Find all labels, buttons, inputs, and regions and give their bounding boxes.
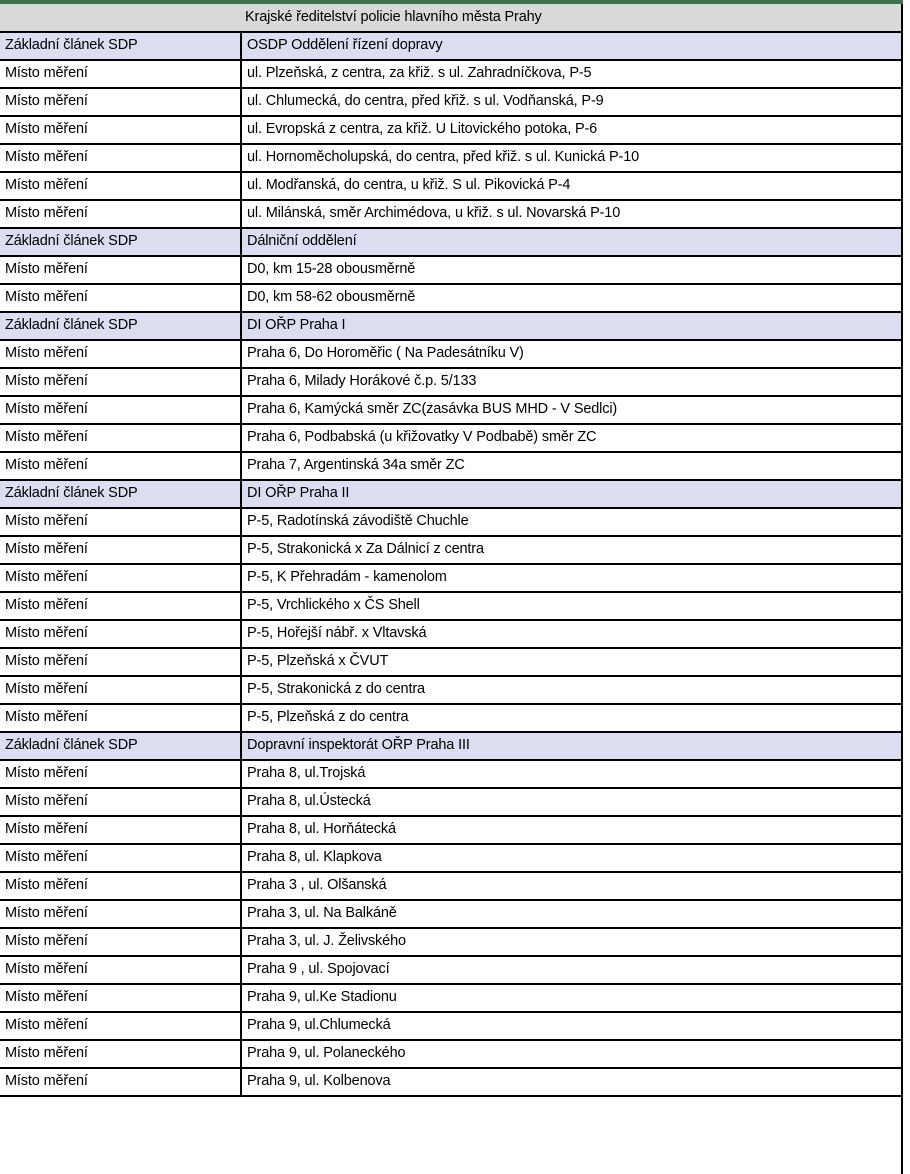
row-value: Praha 9, ul.Chlumecká — [241, 1012, 903, 1040]
row-value: ul. Plzeňská, z centra, za křiž. s ul. Zahradníčkova, P-5 — [241, 60, 903, 88]
row-label: Místo měření — [0, 704, 241, 732]
table-row — [0, 788, 903, 816]
row-value: Praha 9, ul.Ke Stadionu — [241, 984, 903, 1012]
table-row — [0, 172, 903, 200]
row-label: Místo měření — [0, 144, 241, 172]
section-row-label: Základní článek SDP — [0, 228, 241, 256]
row-value: ul. Evropská z centra, za křiž. U Litovického potoka, P-6 — [241, 116, 903, 144]
row-value: P-5, Strakonická x Za Dálnicí z centra — [241, 536, 903, 564]
table-row — [0, 60, 903, 88]
row-value: Praha 8, ul. Klapkova — [241, 844, 903, 872]
section-row-value: OSDP Oddělení řízení dopravy — [241, 32, 903, 60]
table-row — [0, 900, 903, 928]
row-label: Místo měření — [0, 984, 241, 1012]
row-value: Praha 9 , ul. Spojovací — [241, 956, 903, 984]
row-value: Praha 8, ul. Horňátecká — [241, 816, 903, 844]
row-label: Místo měření — [0, 788, 241, 816]
row-label: Místo měření — [0, 452, 241, 480]
row-label: Místo měření — [0, 424, 241, 452]
row-value: Praha 6, Do Horoměřic ( Na Padesátníku V) — [241, 340, 903, 368]
row-label: Místo měření — [0, 956, 241, 984]
table-row — [0, 984, 903, 1012]
row-label: Místo měření — [0, 872, 241, 900]
row-label: Místo měření — [0, 284, 241, 312]
section-row-value: Dopravní inspektorát OŘP Praha III — [241, 732, 903, 760]
table-row — [0, 284, 903, 312]
row-label: Místo měření — [0, 564, 241, 592]
row-label: Místo měření — [0, 1068, 241, 1096]
row-value: ul. Chlumecká, do centra, před křiž. s ul. Vodňanská, P-9 — [241, 88, 903, 116]
table-row — [0, 452, 903, 480]
row-value: Praha 6, Podbabská (u křižovatky V Podbabě) směr ZC — [241, 424, 903, 452]
section-row-value: DI OŘP Praha II — [241, 480, 903, 508]
row-value: Praha 6, Kamýcká směr ZC(zasávka BUS MHD - V Sedlci) — [241, 396, 903, 424]
table-row — [0, 536, 903, 564]
table-row — [0, 760, 903, 788]
table-row — [0, 844, 903, 872]
section-row-label: Základní článek SDP — [0, 312, 241, 340]
row-value: Praha 6, Milady Horákové č.p. 5/133 — [241, 368, 903, 396]
row-label: Místo měření — [0, 60, 241, 88]
row-value: P-5, K Přehradám - kamenolom — [241, 564, 903, 592]
table-row — [0, 872, 903, 900]
row-label: Místo měření — [0, 172, 241, 200]
row-value: Praha 8, ul.Trojská — [241, 760, 903, 788]
row-value: D0, km 15-28 obousměrně — [241, 256, 903, 284]
table-row — [0, 424, 903, 452]
section-header-row — [0, 312, 903, 340]
table-row — [0, 1040, 903, 1068]
row-value: D0, km 58-62 obousměrně — [241, 284, 903, 312]
table-row — [0, 620, 903, 648]
row-label: Místo měření — [0, 760, 241, 788]
row-value: P-5, Radotínská závodiště Chuchle — [241, 508, 903, 536]
row-label: Místo měření — [0, 536, 241, 564]
table-right-border — [901, 4, 903, 1174]
row-label: Místo měření — [0, 676, 241, 704]
row-value: P-5, Vrchlického x ČS Shell — [241, 592, 903, 620]
row-label: Místo měření — [0, 928, 241, 956]
row-label: Místo měření — [0, 648, 241, 676]
table-row — [0, 200, 903, 228]
table-row — [0, 816, 903, 844]
table-row — [0, 928, 903, 956]
section-row-label: Základní článek SDP — [0, 32, 241, 60]
row-label: Místo měření — [0, 340, 241, 368]
table-title-row — [0, 4, 903, 32]
table-row — [0, 704, 903, 732]
row-value: Praha 8, ul.Ústecká — [241, 788, 903, 816]
section-header-row — [0, 480, 903, 508]
row-value: Praha 7, Argentinská 34a směr ZC — [241, 452, 903, 480]
row-label: Místo měření — [0, 1012, 241, 1040]
table-row — [0, 396, 903, 424]
row-label: Místo měření — [0, 396, 241, 424]
row-label: Místo měření — [0, 116, 241, 144]
table-row — [0, 956, 903, 984]
table-row — [0, 676, 903, 704]
row-value: ul. Modřanská, do centra, u křiž. S ul. Pikovická P-4 — [241, 172, 903, 200]
row-label: Místo měření — [0, 900, 241, 928]
row-value: ul. Hornoměcholupská, do centra, před křiž. s ul. Kunická P-10 — [241, 144, 903, 172]
table-row — [0, 256, 903, 284]
row-value: P-5, Plzeňská x ČVUT — [241, 648, 903, 676]
table-row — [0, 144, 903, 172]
row-label: Místo měření — [0, 620, 241, 648]
section-header-row — [0, 228, 903, 256]
section-header-row — [0, 32, 903, 60]
table-row — [0, 116, 903, 144]
table-row — [0, 368, 903, 396]
table-row — [0, 340, 903, 368]
row-label: Místo měření — [0, 368, 241, 396]
section-row-label: Základní článek SDP — [0, 480, 241, 508]
table-row — [0, 1068, 903, 1096]
row-value: P-5, Plzeňská z do centra — [241, 704, 903, 732]
section-header-row — [0, 732, 903, 760]
row-label: Místo měření — [0, 256, 241, 284]
section-row-value: DI OŘP Praha I — [241, 312, 903, 340]
row-label: Místo měření — [0, 1040, 241, 1068]
row-value: Praha 9, ul. Polaneckého — [241, 1040, 903, 1068]
row-value: P-5, Hořejší nábř. x Vltavská — [241, 620, 903, 648]
table-row — [0, 648, 903, 676]
section-row-value: Dálniční oddělení — [241, 228, 903, 256]
page-title: Krajské ředitelství policie hlavního města Prahy — [0, 4, 903, 32]
row-label: Místo měření — [0, 816, 241, 844]
row-label: Místo měření — [0, 200, 241, 228]
table-row — [0, 1012, 903, 1040]
row-value: Praha 9, ul. Kolbenova — [241, 1068, 903, 1096]
row-value: Praha 3, ul. J. Želivského — [241, 928, 903, 956]
row-value: P-5, Strakonická z do centra — [241, 676, 903, 704]
table-body — [0, 4, 903, 1096]
table-row — [0, 592, 903, 620]
row-label: Místo měření — [0, 508, 241, 536]
row-label: Místo měření — [0, 844, 241, 872]
table-row — [0, 88, 903, 116]
row-label: Místo měření — [0, 88, 241, 116]
table-row — [0, 508, 903, 536]
row-label: Místo měření — [0, 592, 241, 620]
speed-measurement-locations-table — [0, 4, 903, 1097]
row-value: Praha 3 , ul. Olšanská — [241, 872, 903, 900]
table-row — [0, 564, 903, 592]
row-value: Praha 3, ul. Na Balkáně — [241, 900, 903, 928]
section-row-label: Základní článek SDP — [0, 732, 241, 760]
row-value: ul. Milánská, směr Archimédova, u křiž. s ul. Novarská P-10 — [241, 200, 903, 228]
